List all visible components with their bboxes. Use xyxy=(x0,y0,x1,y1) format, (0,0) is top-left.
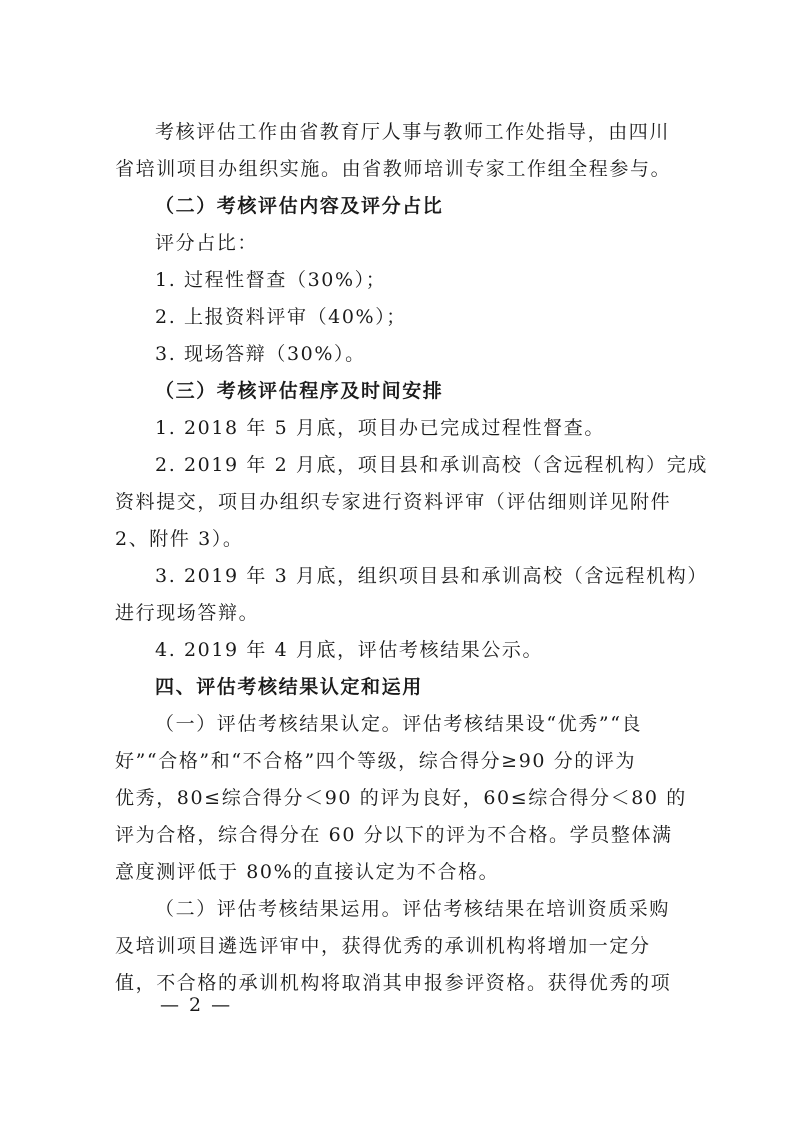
paragraph-line: 评为合格，综合得分在 60 分以下的评为不合格。学员整体满 xyxy=(115,824,673,846)
section-heading: （二）考核评估内容及评分占比 xyxy=(155,195,444,217)
list-item: 1. 2018 年 5 月底，项目办已完成过程性督查。 xyxy=(155,417,605,439)
paragraph-line: 好”“合格”和“不合格”四个等级，综合得分≥90 分的评为 xyxy=(115,750,637,772)
paragraph-line: 考核评估工作由省教育厅人事与教师工作处指导，由四川 xyxy=(155,121,671,143)
list-item: 3. 2019 年 3 月底，组织项目县和承训高校（含远程机构） xyxy=(155,565,708,587)
paragraph-line: 意度测评低于 80%的直接认定为不合格。 xyxy=(115,861,500,883)
paragraph-line: 值，不合格的承训机构将取消其申报参评资格。获得优秀的项 xyxy=(115,972,672,994)
paragraph-line: （二）评估考核结果运用。评估考核结果在培训资质采购 xyxy=(155,898,671,920)
paragraph-line: 省培训项目办组织实施。由省教师培训专家工作组全程参与。 xyxy=(115,158,672,180)
page-number: — 2 — xyxy=(160,994,233,1016)
section-heading: （三）考核评估程序及时间安排 xyxy=(155,380,444,402)
list-item: 1. 过程性督查（30%）； xyxy=(155,269,387,291)
chapter-heading: 四、评估考核结果认定和运用 xyxy=(155,676,423,698)
paragraph-line: 资料提交，项目办组织专家进行资料评审（评估细则详见附件 xyxy=(115,491,672,513)
list-item: 2. 2019 年 2 月底，项目县和承训高校（含远程机构）完成 xyxy=(155,454,708,476)
paragraph-line: 及培训项目遴选评审中，获得优秀的承训机构将增加一定分 xyxy=(115,935,651,957)
list-item: 2. 上报资料评审（40%）； xyxy=(155,306,407,328)
list-item: 4. 2019 年 4 月底，评估考核结果公示。 xyxy=(155,639,544,661)
list-item: 3. 现场答辩（30%）。 xyxy=(155,343,366,365)
paragraph-line: （一）评估考核结果认定。评估考核结果设“优秀”“良 xyxy=(155,713,643,735)
paragraph-line: 2、附件 3）。 xyxy=(115,528,244,550)
paragraph-line: 优秀，80≤综合得分＜90 的评为良好，60≤综合得分＜80 的 xyxy=(115,787,687,809)
paragraph-line: 进行现场答辩。 xyxy=(115,602,260,624)
paragraph-line: 评分占比： xyxy=(155,232,259,254)
